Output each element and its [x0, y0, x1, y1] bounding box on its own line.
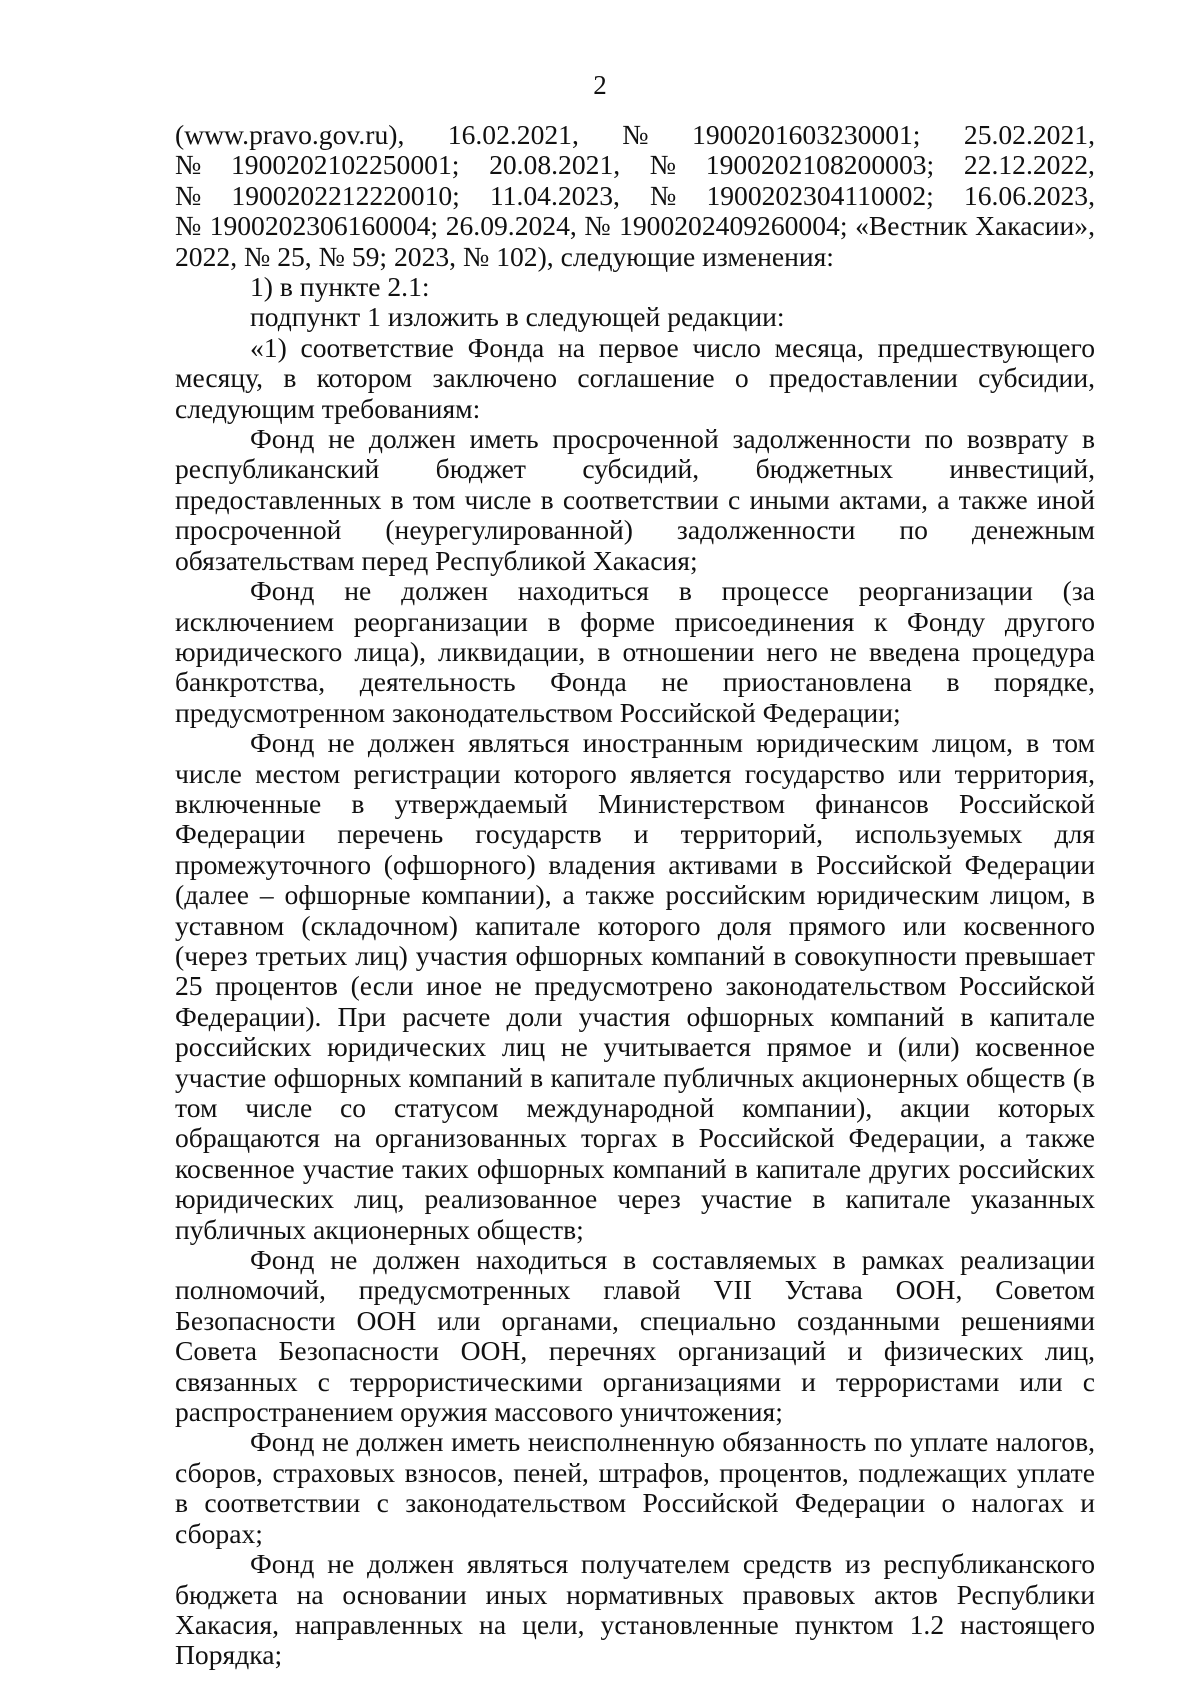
paragraph: Фонд не должен иметь просроченной задолженности по возврату в республиканский бюджет субсидий, бюджетных инвестиций, предоставленных в том числе в соответствии с иными актами, а также иной просроченной (неурегулированной) задолженности по денежным обязательствам перед Республикой Хакасия;	[175, 423, 1095, 576]
paragraph: Фонд не должен являться иностранным юридическим лицом, в том числе местом регистрации которого является государство или территория, включенные в утверждаемый Министерством финансов Российской Федерации перечень государств и территорий, используемых для промежуточного (офшорного) владения активами в Российской Федерации (далее – офшорные компании), а также российским юридическим лицом, в уставном (складочном) капитале которого доля прямого или косвенного (через третьих лиц) участия офшорных компаний в совокупности превышает 25 процентов (если иное не предусмотрено законодательством Российской Федерации). При расчете доли участия офшорных компаний в капитале российских юридических лиц не учитывается прямое и (или) косвенное участие офшорных компаний в капитале публичных акционерных обществ (в том числе со статусом международной компании), акции которых обращаются на организованных торгах в Российской Федерации, а также косвенное участие таких офшорных компаний в капитале других российских юридических лиц, реализованное через участие в капитале указанных публичных акционерных обществ;	[175, 727, 1095, 1245]
intro-token: 1900202212220010;	[231, 179, 460, 211]
intro-line-2	[175, 150, 1095, 180]
intro-token: 22.12.2022,	[963, 149, 1095, 181]
intro-token: №	[175, 179, 202, 211]
paragraph: «1) соответствие Фонда на первое число месяца, предшествующего месяцу, в котором заключено соглашение о предоставлении субсидии, следующим требованиям:	[175, 331, 1095, 424]
intro-token: №	[175, 149, 202, 181]
intro-token: №	[622, 119, 649, 150]
intro-token: 25.02.2021,	[963, 119, 1095, 150]
intro-token: 1900202108200003;	[705, 149, 935, 181]
intro-token: 1900202304110002;	[706, 179, 934, 211]
paragraph: Фонд не должен иметь неисполненную обязанность по уплате налогов, сборов, страховых взносов, пеней, штрафов, процентов, подлежащих уплате в соответствии с законодательством Российской Федерации о налогах и сборах;	[175, 1426, 1095, 1549]
document-body	[175, 120, 1095, 1671]
intro-line-3	[175, 181, 1095, 211]
intro-token: 16.06.2023,	[963, 179, 1095, 211]
intro-token: 11.04.2023,	[489, 179, 620, 211]
intro-token: 16.02.2021,	[447, 119, 579, 150]
page-number: 2	[593, 70, 607, 100]
intro-token: (www.pravo.gov.ru),	[175, 119, 405, 150]
intro-token: 1900201603230001;	[692, 119, 921, 150]
paragraph: Фонд не должен находиться в составляемых в рамках реализации полномочий, предусмотренных главой VII Устава ООН, Советом Безопасности ООН или органами, специально созданными решениями Совета Безопасности ООН, перечнях организаций и физических лиц, связанных с террористическими организациями и террористами или с распространением оружия массового уничтожения;	[175, 1244, 1095, 1428]
intro-token: 20.08.2021,	[489, 149, 621, 181]
subitem-heading: подпункт 1 изложить в следующей редакции:	[250, 301, 785, 333]
intro-line-1	[175, 120, 1095, 150]
intro-token: 1900202102250001;	[230, 149, 460, 181]
intro-token: №	[649, 149, 677, 181]
intro-tail: № 1900202306160004; 26.09.2024, № 1900202409260004; «Вестник Хакасии», 2022, № 25, № 59; 2023, № 102), следующие изменения:	[175, 210, 1095, 272]
intro-token: №	[650, 179, 677, 211]
item-heading: 1) в пункте 2.1:	[250, 271, 430, 303]
paragraph: Фонд не должен являться получателем средств из республиканского бюджета на основании иных нормативных правовых актов Республики Хакасия, направленных на цели, установленные пунктом 1.2 настоящего Порядка;	[175, 1548, 1095, 1671]
paragraph: Фонд не должен находиться в процессе реорганизации (за исключением реорганизации в форме присоединения к Фонду другого юридического лица), ликвидации, в отношении него не введена процедура банкротства, деятельность Фонда не приостановлена в порядке, предусмотренном законодательством Российской Федерации;	[175, 575, 1095, 728]
